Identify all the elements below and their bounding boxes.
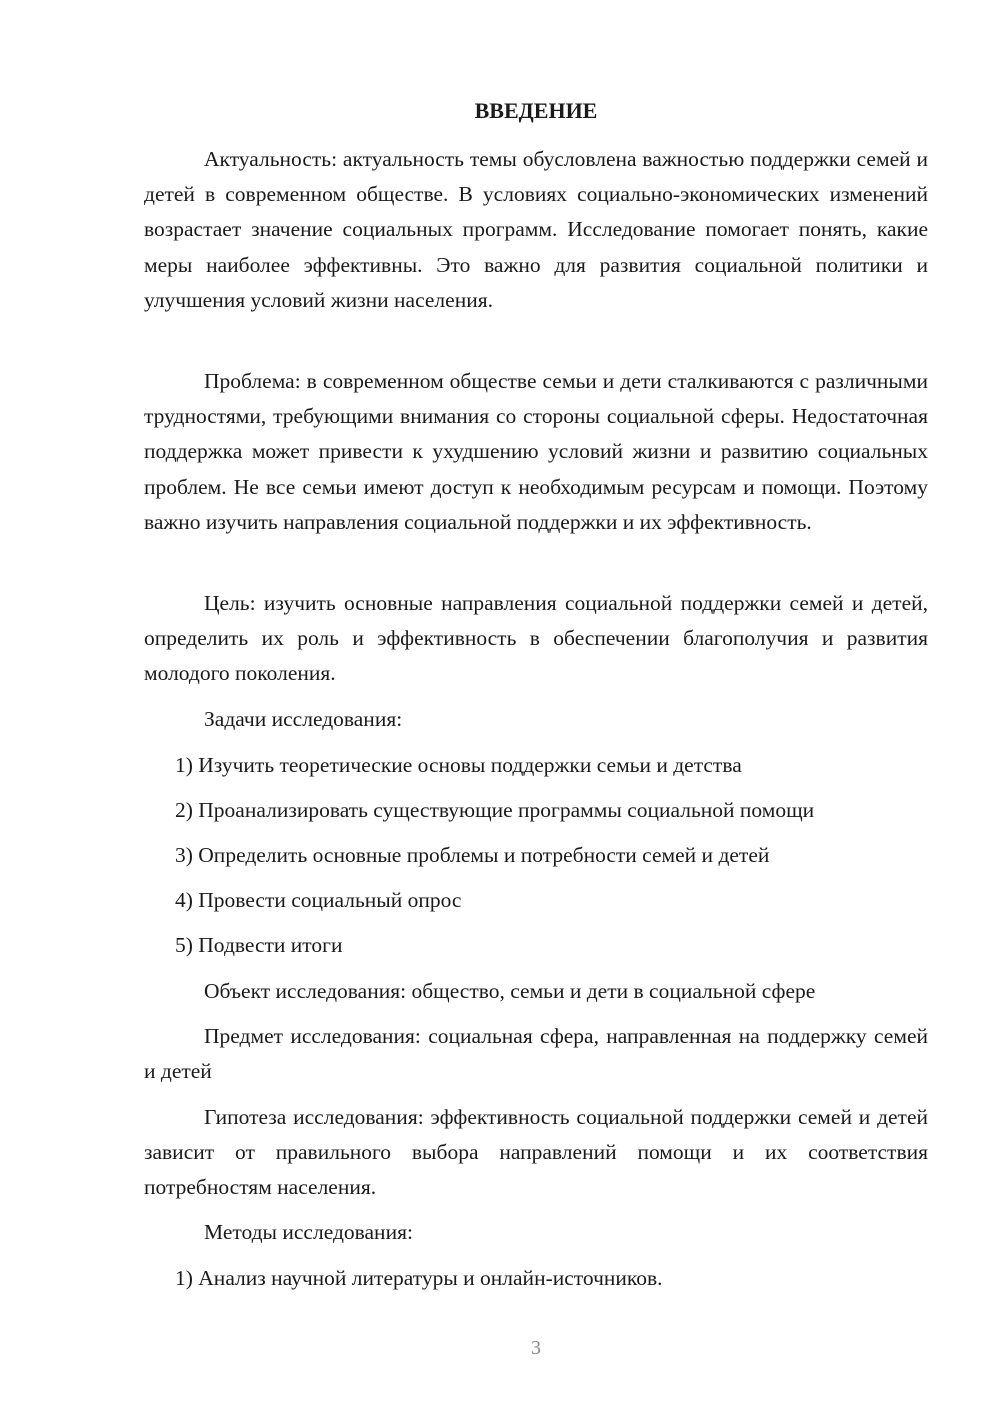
task-item-4: 4) Провести социальный опрос xyxy=(175,888,462,912)
task-item-2: 2) Проанализировать существующие программы социальной помощи xyxy=(175,798,815,822)
method-item-1: 1) Анализ научной литературы и онлайн-источников. xyxy=(175,1266,663,1290)
methods-heading: Методы исследования: xyxy=(204,1220,413,1244)
tasks-heading: Задачи исследования: xyxy=(204,707,403,731)
paragraph-subject: Предмет исследования: социальная сфера, направленная на поддержку семей и детей xyxy=(144,1024,928,1084)
paragraph-problem: Проблема: в современном обществе семьи и дети сталкиваются с различными трудностями, требующими внимания со стороны социальной сферы. Недостаточная поддержка может привести к ухудшению условий жизни и развитию социальных проблем. Не все семьи имеют доступ к необходимым ресурсам и помощи. Поэтому важно изучить направления социальной поддержки и их эффективность. xyxy=(144,369,928,534)
task-item-1: 1) Изучить теоретические основы поддержки семьи и детства xyxy=(175,753,742,777)
paragraph-relevance: Актуальность: актуальность темы обусловлена важностью поддержки семей и детей в современном обществе. В условиях социально-экономических изменений возрастает значение социальных программ. Исследование помогает понять, какие меры наиболее эффективны. Это важно для развития социальной политики и улучшения условий жизни населения. xyxy=(144,147,928,312)
task-item-5: 5) Подвести итоги xyxy=(175,933,343,957)
task-item-3: 3) Определить основные проблемы и потребности семей и детей xyxy=(175,843,770,867)
paragraph-goal: Цель: изучить основные направления социальной поддержки семей и детей, определить их роль и эффективность в обеспечении благополучия и развития молодого поколения. xyxy=(144,591,928,686)
page-number: 3 xyxy=(531,1337,541,1359)
paragraph-object: Объект исследования: общество, семьи и дети в социальной сфере xyxy=(204,979,816,1003)
section-heading: ВВЕДЕНИЕ xyxy=(474,98,598,123)
paragraph-hypothesis: Гипотеза исследования: эффективность социальной поддержки семей и детей зависит от правильного выбора направлений помощи и их соответствия потребностям населения. xyxy=(144,1105,928,1200)
